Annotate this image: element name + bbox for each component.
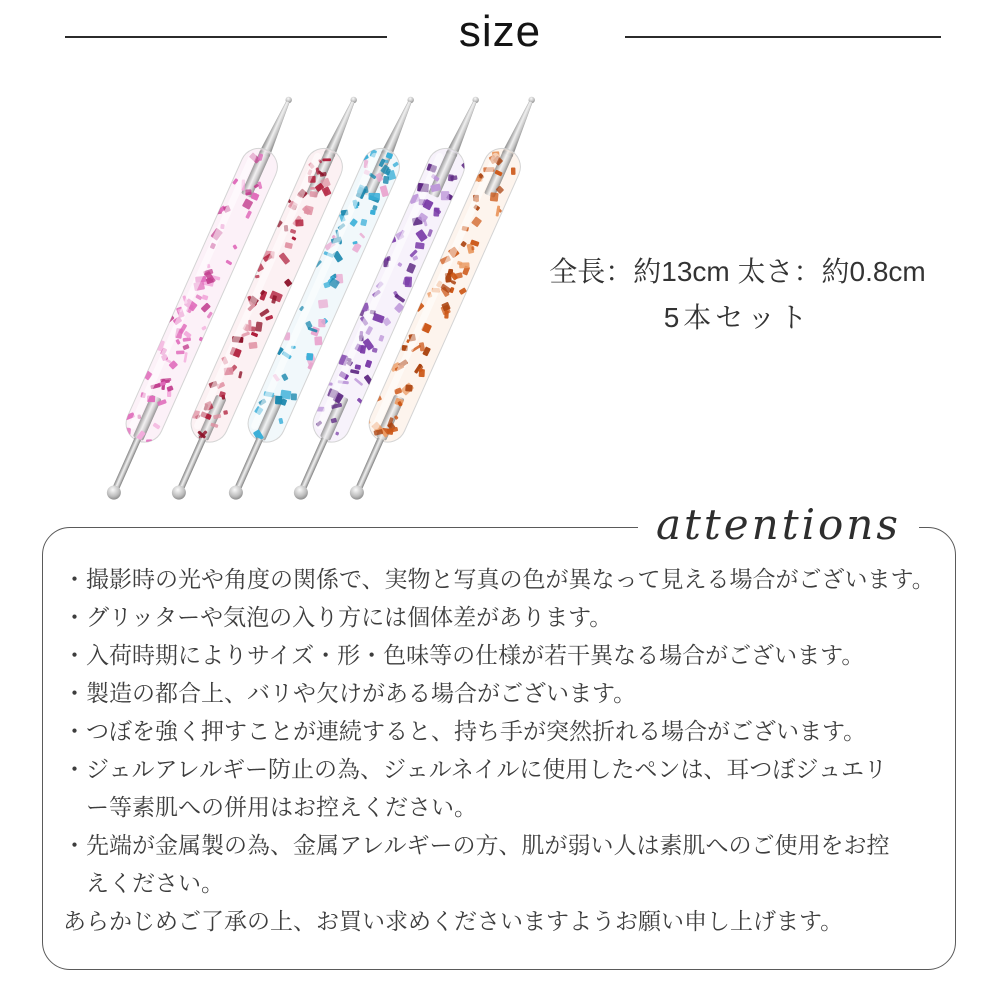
attention-text: 入荷時期によりサイズ・形・色味等の仕様が若干異なる場合がございます。 <box>86 642 865 668</box>
flake <box>245 189 251 195</box>
flake <box>383 176 389 184</box>
bottom-shaft <box>235 437 263 488</box>
bottom-shaft <box>178 437 206 488</box>
attention-text: グリッターや気泡の入り方には個体差があります。 <box>86 604 613 630</box>
flake <box>444 310 449 318</box>
flake <box>318 299 328 309</box>
flake <box>255 321 263 331</box>
flake <box>318 319 325 327</box>
flake <box>223 410 228 415</box>
attention-text: つぼを強く押すことが連続すると、持ち手が突然折れる場合がございます。 <box>86 718 867 744</box>
top-needle <box>381 99 415 157</box>
attention-text: あらかじめご了承の上、お買い求めくださいますようお願い申し上げます。 <box>63 908 844 934</box>
flake <box>295 219 303 226</box>
flake <box>146 439 152 447</box>
flake <box>448 174 454 181</box>
flake <box>441 191 449 200</box>
attentions-box <box>42 527 956 970</box>
bullet-dot: ・ <box>63 642 86 668</box>
flake <box>405 384 413 391</box>
attentions-list <box>63 560 947 940</box>
flake <box>306 353 313 361</box>
flake <box>415 242 425 250</box>
top-needle <box>259 99 293 157</box>
attention-text: えください。 <box>86 870 224 896</box>
size-section-title: size <box>458 7 542 56</box>
flake <box>490 192 499 202</box>
bullet-dot: ・ <box>63 756 86 782</box>
flake <box>370 210 376 216</box>
flake <box>309 191 318 198</box>
attention-line <box>63 750 947 788</box>
bullet-dot: ・ <box>63 718 86 744</box>
bottom-shaft <box>356 437 384 488</box>
top-needle <box>446 99 480 157</box>
flake <box>291 393 297 400</box>
attention-line <box>63 826 947 864</box>
flake <box>322 158 331 161</box>
size-info <box>520 255 955 335</box>
attention-text: ー等素肌への併用はお控えください。 <box>86 794 477 820</box>
bottom-shaft <box>300 437 328 488</box>
attention-line <box>63 864 947 902</box>
attention-line <box>63 636 947 674</box>
attention-line <box>63 674 947 712</box>
attention-line <box>63 788 947 826</box>
top-needle <box>502 99 536 157</box>
flake <box>511 168 516 175</box>
top-needle <box>324 99 358 157</box>
attentions-title: attentions <box>638 496 919 554</box>
attention-text: 撮影時の光や角度の関係で、実物と写真の色が異なって見える場合がございます。 <box>86 566 935 592</box>
bottom-shaft <box>113 437 141 488</box>
flake <box>419 369 425 377</box>
attention-line <box>63 712 947 750</box>
bullet-dot: ・ <box>63 604 86 630</box>
attention-text: ジェルアレルギー防止の為、ジェルネイルに使用したペンは、耳つぼジュエリ <box>86 756 887 782</box>
set-count-text: 5本セット <box>663 302 812 333</box>
bullet-dot: ・ <box>63 832 86 858</box>
flake <box>310 187 315 190</box>
attention-line <box>63 902 947 940</box>
flake <box>275 396 282 405</box>
attention-line <box>63 560 947 598</box>
bullet-dot: ・ <box>63 680 86 706</box>
length-thickness-spec: 全長：約13cm 太さ：約0.8cm <box>549 256 926 287</box>
attention-line <box>63 598 947 636</box>
flake <box>314 336 322 345</box>
flake <box>176 350 185 354</box>
attention-text: 先端が金属製の為、金属アレルギーの方、肌が弱い人は素肌へのご使用をお控 <box>86 832 890 858</box>
flake <box>368 193 380 200</box>
flake <box>471 246 474 250</box>
bullet-dot: ・ <box>63 566 86 592</box>
attention-text: 製造の都合上、バリや欠けがある場合がございます。 <box>86 680 637 706</box>
flake <box>459 262 470 268</box>
flake <box>248 342 257 349</box>
flake <box>284 332 290 340</box>
